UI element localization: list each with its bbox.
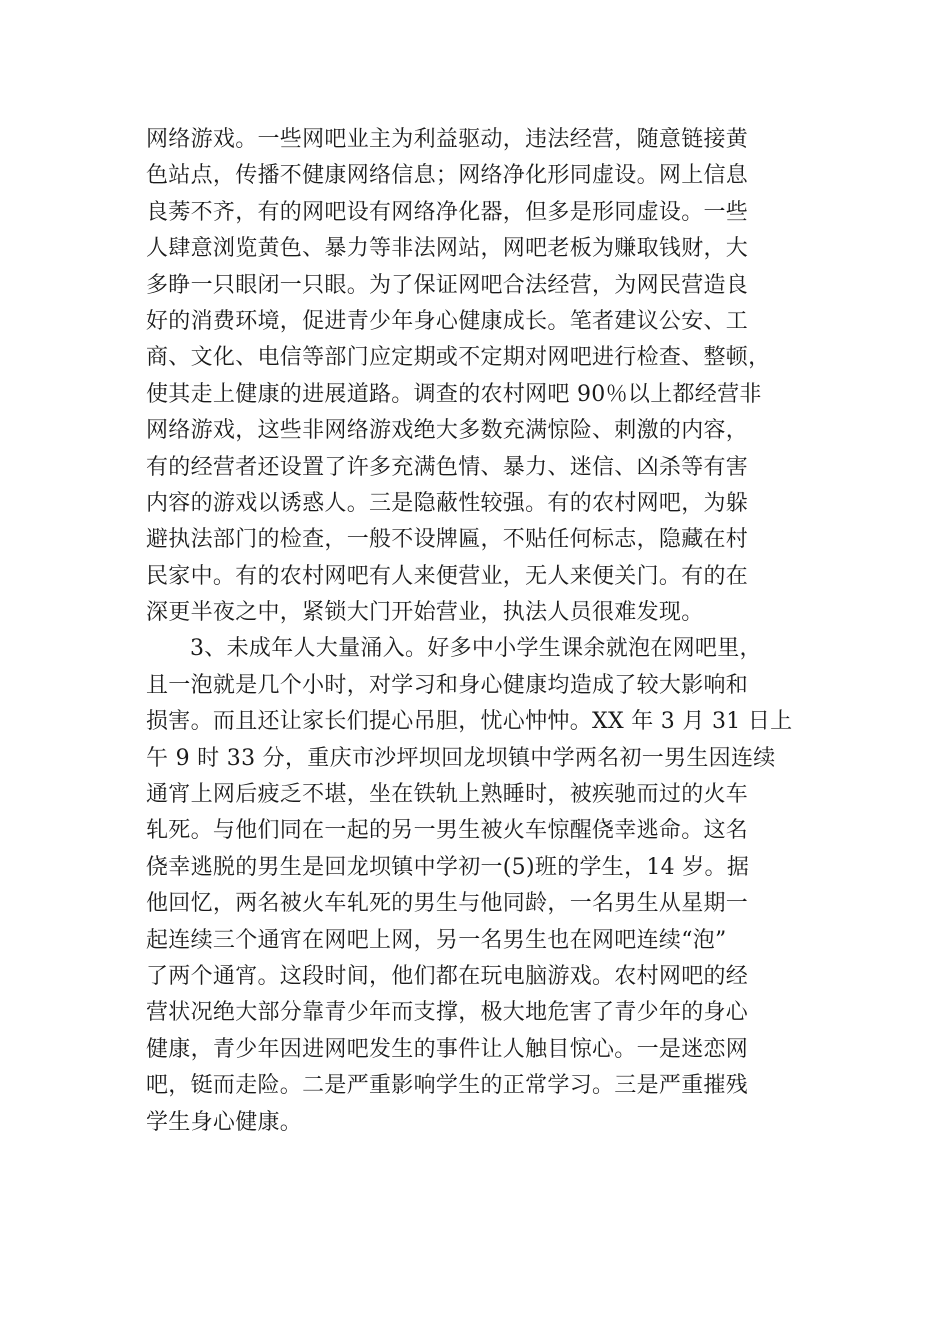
text-line: 了两个通宵。这段时间，他们都在玩电脑游戏。农村网吧的经 — [146, 963, 749, 989]
text-line: 色站点，传播不健康网络信息；网络净化形同虚设。网上信息 — [146, 163, 749, 189]
text-line: 学生身心健康。 — [146, 1109, 303, 1135]
text-line: 健康，青少年因进网吧发生的事件让人触目惊心。一是迷恋网 — [146, 1036, 749, 1062]
text-line: 商、文化、电信等部门应定期或不定期对网吧进行检查、整顿， — [146, 345, 771, 371]
text-line: 3、未成年人大量涌入。好多中小学生课余就泡在网吧里， — [190, 636, 762, 662]
text-line: 避执法部门的检查，一般不设牌匾，不贴任何标志，隐藏在村 — [146, 527, 749, 553]
text-line: 网络游戏，这些非网络游戏绝大多数充满惊险、刺激的内容， — [146, 418, 749, 444]
text-line: 使其走上健康的进展道路。调查的农村网吧 90％以上都经营非 — [146, 381, 762, 407]
text-line: 多睁一只眼闭一只眼。为了保证网吧合法经营，为网民营造良 — [146, 272, 749, 298]
text-line: 且一泡就是几个小时，对学习和身心健康均造成了较大影响和 — [146, 672, 749, 698]
text-line: 他回忆，两名被火车轧死的男生与他同龄，一名男生从星期一 — [146, 891, 749, 917]
text-line: 吧，铤而走险。二是严重影响学生的正常学习。三是严重摧残 — [146, 1073, 749, 1099]
text-line: 轧死。与他们同在一起的另一男生被火车惊醒侥幸逃命。这名 — [146, 818, 749, 844]
text-line: 午 9 时 33 分，重庆市沙坪坝回龙坝镇中学两名初一男生因连续 — [146, 745, 776, 771]
text-line: 好的消费环境，促进青少年身心健康成长。笔者建议公安、工 — [146, 308, 749, 334]
text-line: 侥幸逃脱的男生是回龙坝镇中学初一(5)班的学生，14 岁。据 — [146, 854, 750, 880]
text-line: 民家中。有的农村网吧有人来便营业，无人来便关门。有的在 — [146, 563, 749, 589]
paragraph-2 — [146, 631, 806, 1140]
text-line: 有的经营者还设置了许多充满色情、暴力、迷信、凶杀等有害 — [146, 454, 749, 480]
body-text — [146, 122, 806, 1141]
text-line: 营状况绝大部分靠青少年而支撑，极大地危害了青少年的身心 — [146, 1000, 749, 1026]
paragraph-1 — [146, 122, 806, 631]
text-line: 通宵上网后疲乏不堪，坐在铁轨上熟睡时，被疾驰而过的火车 — [146, 782, 749, 808]
text-line: 起连续三个通宵在网吧上网，另一名男生也在网吧连续“泡” — [146, 927, 727, 953]
text-line: 良莠不齐，有的网吧设有网络净化器，但多是形同虚设。一些 — [146, 199, 749, 225]
text-line: 损害。而且还让家长们提心吊胆，忧心忡忡。XX 年 3 月 31 日上 — [146, 709, 793, 735]
text-line: 人肆意浏览黄色、暴力等非法网站，网吧老板为赚取钱财，大 — [146, 236, 749, 262]
text-line: 网络游戏。一些网吧业主为利益驱动，违法经营，随意链接黄 — [146, 127, 749, 152]
text-line: 内容的游戏以诱惑人。三是隐蔽性较强。有的农村网吧，为躲 — [146, 490, 749, 516]
text-line: 深更半夜之中，紧锁大门开始营业，执法人员很难发现。 — [146, 600, 704, 626]
